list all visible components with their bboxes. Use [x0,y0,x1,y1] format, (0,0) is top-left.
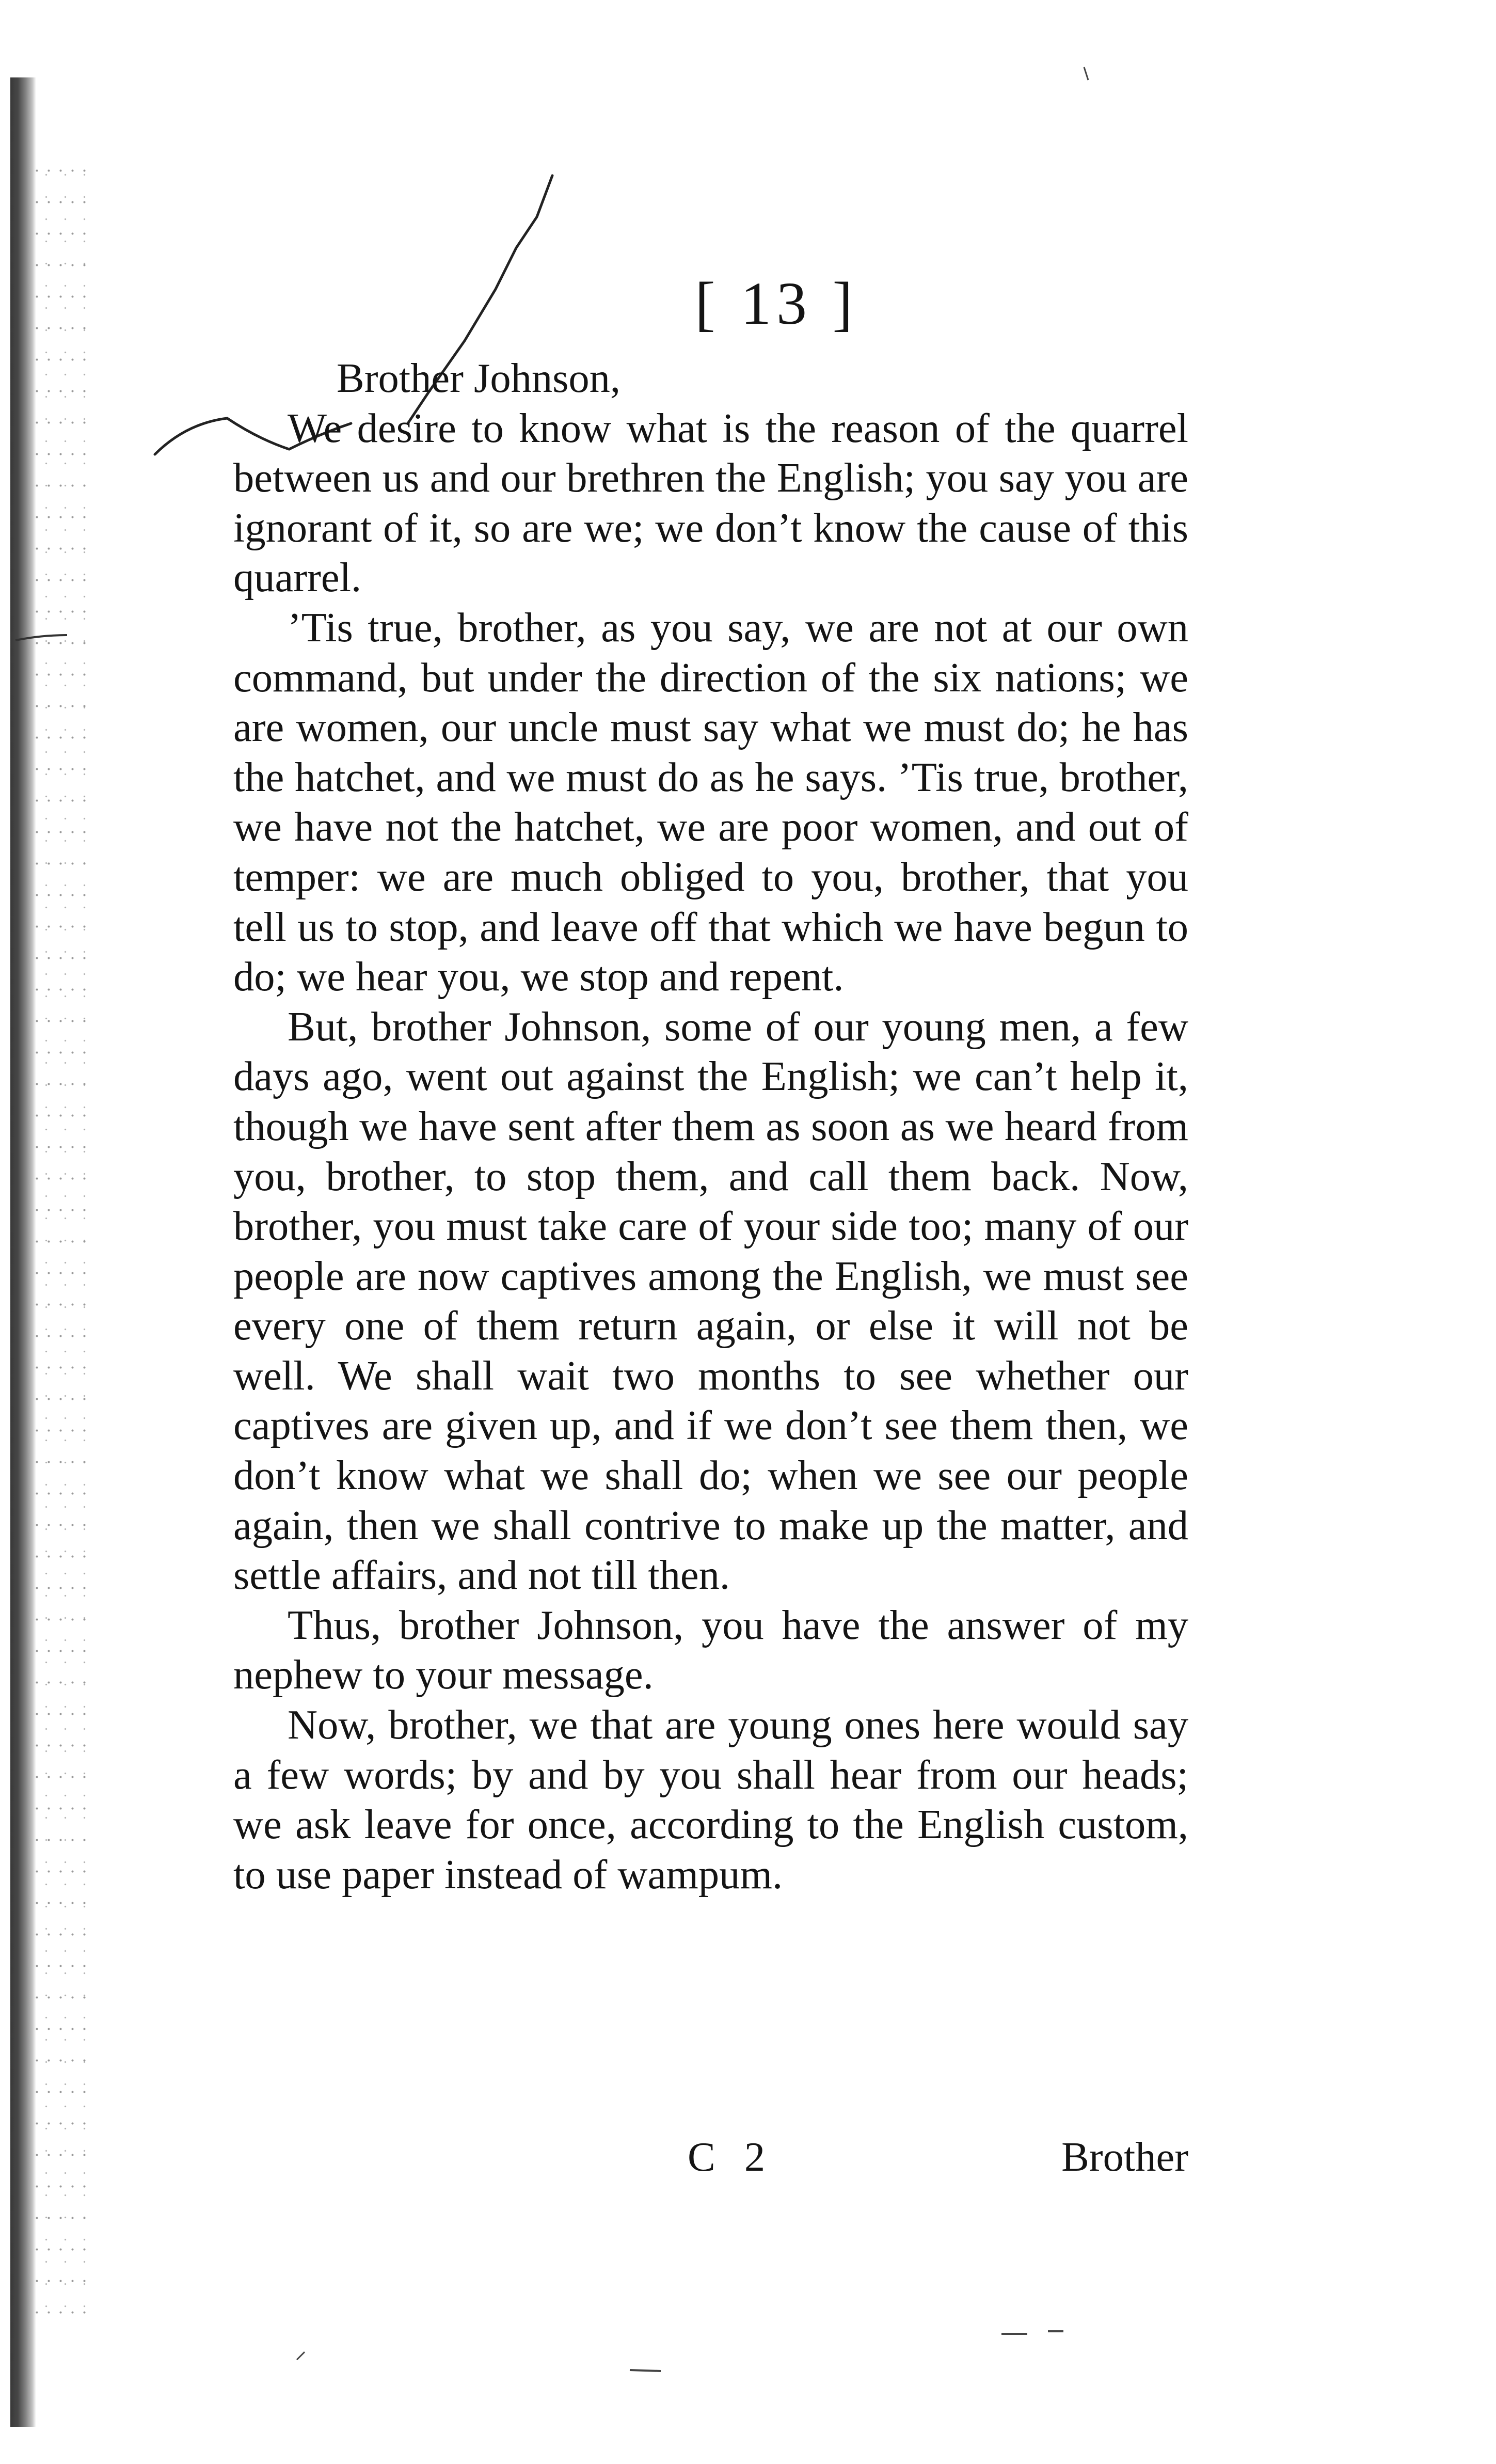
catchword: Brother [1061,2134,1188,2180]
paragraph-2: ’Tis true, brother, as you say, we are not at our own command, but under the direction of the six nations; we are women, our uncle must say what we must do; he has the hatchet, and we must do as he says. ’Tis true, brother, we have not the hatchet, we are poor women, and out of temper: we are much obliged to you, brother, that you tell us to stop, and leave off that which we have begun to do; we hear you, we stop and repent. [233,604,1188,1000]
pen-stroke-bottom-1 [630,2370,661,2371]
paragraph-5: Now, brother, we that are young ones here would say a few words; by and by you shall hear from our heads; we ask leave for once, according to the English custom, to use paper instead of wampum. [233,1702,1188,1898]
pen-stroke-bottom-4 [297,2352,305,2360]
salutation: Brother Johnson, [337,355,621,401]
paragraph-1: We desire to know what is the reason of the quarrel between us and our brethren the English; you say you are ignorant of it, so are we; we don’t know the cause of this quarrel. [233,405,1188,601]
pen-stroke-top-right [1084,67,1088,80]
page-footer [233,2133,1188,2189]
paragraph-3: But, brother Johnson, some of our young men, a few days ago, went out against the English; we can’t help it, though we have sent after them as soon as we heard from you, brother, to stop them, and call them back. Now, brother, you must take care of your side too; many of our people are now captives among the English, we must see every one of them return again, or else it will not be well. We shall wait two months to see whether our captives are given up, and if we don’t see them then, we don’t know what we shall do; when we see our people again, then we shall contrive to make up the matter, and settle affairs, and not till then. [233,1003,1188,1599]
signature-mark: C 2 [688,2134,775,2180]
binding-speckle [31,155,88,2324]
page-number: [ 13 ] [695,270,858,337]
paragraph-4: Thus, brother Johnson, you have the answer of my nephew to your message. [233,1602,1188,1698]
body-text [233,354,1188,1900]
